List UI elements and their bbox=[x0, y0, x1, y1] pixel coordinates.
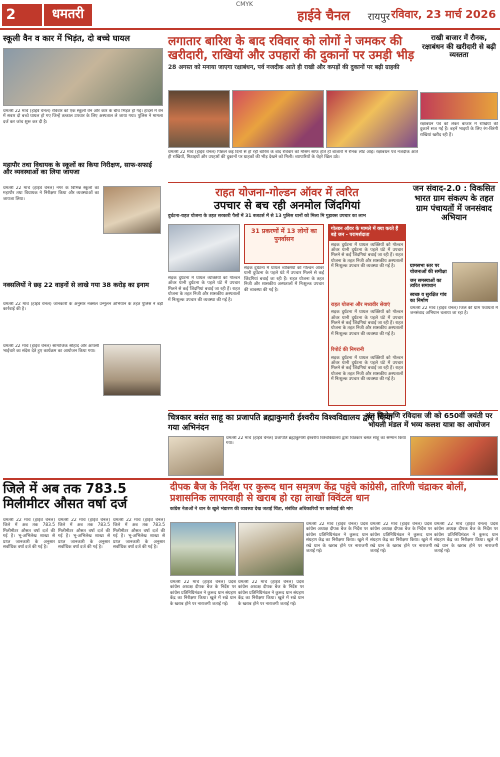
jan-samvad-photo bbox=[452, 262, 498, 302]
bullet-1: ग्रामसभा स्तर पर योजनाओं की समीक्षा bbox=[410, 264, 447, 275]
page-number: 2 bbox=[2, 4, 42, 26]
bottom-story-subline: कांग्रेस नेताओं ने धान के खुले भंडारण की व्यवस्था देख जताई चिंता, संबंधित अधिकारियों पर कार्रवाई की मांग bbox=[170, 506, 353, 512]
bottom-story bbox=[170, 482, 498, 512]
sant-headline: संत शिरोमणि रविदास जी को 650वीं जयंती पर भोयली मंडल में भव्य कलश यात्रा का आयोजन bbox=[365, 411, 493, 429]
case-count-kicker: 31 प्रकरणों में 13 लोगों का पुनर्वासन bbox=[251, 228, 317, 243]
left-subhead: महापौर तथा विधायक के स्कूलों का किया निरीक्षण, साफ-सफाई और व्यवस्थाओं का लिया जायजा bbox=[3, 161, 152, 177]
naxal-body: धमतरी 22 मार्च (हाईवे चैनल) जानकारी के अनुसार नक्सल उन्मूलन अभियान के तहत पुलिस ने बड़ी कार्रवाई की है। bbox=[3, 302, 163, 313]
edition-date: रविवार, 23 मार्च 2026 bbox=[391, 8, 496, 21]
sidebar-body-3: सड़क दुर्घटना में घायल व्यक्तियों को गोल्डन ऑवर यानी दुर्घटना के पहले घंटे में उपचार मिलने से कई जिंदगियां बचाई जा रही हैं। राहत योजना के तहत निजी और शासकीय अस्पतालों में निःशुल्क उपचार की व्यवस्था की गई है। bbox=[331, 355, 403, 383]
golden-hour-headline-2: उपचार से बच रही अनमोल जिंदगियां bbox=[213, 199, 361, 212]
golden-hour-subline: दुर्घटना-राहत योजना के तहत सरकारी पैसों में 31 बजटर्स में से 13 पुलिस थानों को मिला मि गुड़ाक्स उपचार का लाभ bbox=[168, 214, 366, 219]
jan-samvad-bullets bbox=[410, 264, 450, 305]
top-story-subline: 28 अगस्त को मनाया जाएगा रक्षाबंधन, पर्व नजदीक आते ही राखी और कपड़ों की दुकानों पर बढ़ी ग्राहकी bbox=[168, 64, 400, 71]
chitrakar-photo bbox=[168, 436, 224, 476]
edition-city: रायपुर bbox=[367, 12, 390, 23]
bottom-story-body-1: धमतरी 22 मार्च (हाईवे चैनल) प्रदेश कांग्रेस अध्यक्ष दीपक बैज के निर्देश पर कांग्रेस प्रतिनिधिमंडल ने कुरूद धान संग्रहण केंद्र का निरीक्षण किया। खुले में रखे धान के खराब होने पर नाराजगी जताई गई। bbox=[170, 580, 236, 607]
bottom-story-headline: दीपक बैज के निर्देश पर कुरूद धान समृत्रण केंद्र पहुंचे कांग्रेसी, तारिणी चंद्राकर बोलीं, प्रशासनिक लापरवाही से खराब हो रहा लाखों क्विंटल धान bbox=[170, 482, 467, 505]
golden-hour-story bbox=[168, 186, 406, 219]
golden-hour-body-2: सड़क दुर्घटना में घायल व्यक्तियों को गोल्डन ऑवर यानी दुर्घटना के पहले घंटे में उपचार मिलने से कई जिंदगियां बचाई जा रही हैं। राहत योजना के तहत निजी और शासकीय अस्पतालों में निःशुल्क उपचार की व्यवस्था की गई है। bbox=[244, 266, 324, 293]
top-story-body: धमतरी 22 मार्च (हाईवे चैनल) पिछले कई दिनों से हो रही बारिश के बाद रविवार को मौसम साफ होते ही बाजारों में रौनक लौट आई। रक्षाबंधन पर्व नजदीक आते ही राखियों, मिठाइयों और उपहारों की दुकानों पर ग्राहकों की भीड़ देखने को मिली। व्यापारियों के चेहरे खिल उठे। bbox=[168, 150, 418, 161]
left-story-body: धमतरी 22 मार्च (हाईवे चैनल) रविवार को एक स्कूली वैन और कार के बीच भिड़ंत हो गई। हादसे में वैन में सवार दो बच्चे घायल हो गए जिन्हें तत्काल उपचार के लिए अस्पताल ले जाया गया। पुलिस ने मामला दर्ज कर जांच शुरू कर दी है। bbox=[3, 109, 163, 125]
right-top-story bbox=[420, 34, 498, 60]
paddy-centre-photo bbox=[170, 522, 236, 576]
chitrakar-headline: चित्रकार बसंत साहू का प्रजापति ब्रह्माकुमारी ईश्वरीय विश्वविद्यालय द्वारा किया गया अभिनंदन bbox=[168, 413, 393, 432]
accident-photo bbox=[3, 48, 163, 106]
bullet-2: जन समस्याओं का त्वरित समाधान bbox=[410, 278, 442, 290]
muslim-story-body: धमतरी 22 मार्च (हाईवे चैनल) सामाजिक सौहार्द और आपसी भाईचारे का संदेश देते हुए कार्यक्रम का आयोजन किया गया। bbox=[3, 344, 99, 355]
bottom-story-body-3: धमतरी 22 मार्च (हाईवे चैनल) प्रदेश कांग्रेस अध्यक्ष दीपक बैज के निर्देश पर कांग्रेस प्रतिनिधिमंडल ने कुरूद धान संग्रहण केंद्र का निरीक्षण किया। खुले में रखे धान के खराब होने पर नाराजगी जताई गई। bbox=[306, 522, 368, 555]
sidebar-body-2: सड़क दुर्घटना में घायल व्यक्तियों को गोल्डन ऑवर यानी दुर्घटना के पहले घंटे में उपचार मिलने से कई जिंदगियां बचाई जा रही हैं। राहत योजना के तहत निजी और शासकीय अस्पतालों में निःशुल्क उपचार की व्यवस्था की गई है। bbox=[331, 310, 403, 337]
masthead bbox=[0, 0, 500, 30]
bottom-story-body-4: धमतरी 22 मार्च (हाईवे चैनल) प्रदेश कांग्रेस अध्यक्ष दीपक बैज के निर्देश पर कांग्रेस प्रतिनिधिमंडल ने कुरूद धान संग्रहण केंद्र का निरीक्षण किया। खुले में रखे धान के खराब होने पर नाराजगी जताई गई। bbox=[370, 522, 432, 555]
golden-hour-headline-1: राहत योजना-गोल्डन ऑवर में त्वरित bbox=[215, 186, 359, 199]
rainfall-body-3: धमतरी 22 मार्च (हाईवे चैनल) जिले में अब तक 783.5 मिलीमीटर औसत वर्षा दर्ज की गई है। भू-अभिलेख शाखा से प्राप्त जानकारी के अनुसार सर्वाधिक वर्षा दर्ज की गई है। bbox=[113, 518, 165, 551]
jan-samvad-story bbox=[410, 184, 498, 223]
ambulance-photo bbox=[168, 224, 240, 272]
rainfall-body-2: धमतरी 22 मार्च (हाईवे चैनल) जिले में अब तक 783.5 मिलीमीटर औसत वर्षा दर्ज की गई है। भू-अभिलेख शाखा से प्राप्त जानकारी के अनुसार सर्वाधिक वर्षा दर्ज की गई है। bbox=[58, 518, 110, 551]
sidebar-subhead-1: राहत योजना और मध्यवीर सेवाएं bbox=[331, 301, 391, 308]
golden-hour-sidebar bbox=[328, 224, 406, 406]
case-count-box bbox=[244, 224, 324, 264]
sant-story bbox=[360, 412, 498, 429]
right-top-headline: राखी बाजार में रौनक, रक्षाबंधन की खरीदारी से बढ़ी व्यस्तता bbox=[422, 34, 496, 59]
chitrakar-body: धमतरी 22 मार्च (हाईवे चैनल) प्रजापति ब्रह्माकुमारी ईश्वरीय विश्वविद्यालय द्वारा चित्रकार बसंत साहू का सम्मान किया गया। bbox=[226, 436, 406, 447]
rainfall-story bbox=[3, 482, 163, 512]
naxal-headline: नक्सलियों ने छह 22 वाहनों से लाखे गया 38 करोड़ का इनाम bbox=[3, 281, 149, 289]
market-photo-1 bbox=[168, 90, 230, 148]
gathering-photo bbox=[103, 344, 161, 396]
right-top-body: रक्षाबंधन पर्व को लेकर बाजार में राखियों की दुकानें सज गई हैं। बहनें भाइयों के लिए रंग-बिरंगी राखियां खरीद रही हैं। bbox=[420, 122, 498, 138]
congress-team-photo bbox=[238, 522, 304, 576]
bottom-story-body-5: धमतरी 22 मार्च (हाईवे चैनल) प्रदेश कांग्रेस अध्यक्ष दीपक बैज के निर्देश पर कांग्रेस प्रतिनिधिमंडल ने कुरूद धान संग्रहण केंद्र का निरीक्षण किया। खुले में रखे धान के खराब होने पर नाराजगी जताई गई। bbox=[434, 522, 498, 555]
left-column bbox=[3, 34, 163, 474]
bottom-story-body-2: धमतरी 22 मार्च (हाईवे चैनल) प्रदेश कांग्रेस अध्यक्ष दीपक बैज के निर्देश पर कांग्रेस प्रतिनिधिमंडल ने कुरूद धान संग्रहण केंद्र का निरीक्षण किया। खुले में रखे धान के खराब होने पर नाराजगी जताई गई। bbox=[238, 580, 304, 607]
newspaper-logo: हाईवे चैनल bbox=[297, 9, 350, 24]
jan-samvad-body: धमतरी 22 मार्च (हाईवे चैनल) जिले की ग्राम पंचायतों में जनसंवाद अभियान चलाया जा रहा है। bbox=[410, 306, 498, 317]
left-subhead-body: धमतरी 22 मार्च (हाईवे चैनल) नगर के विभिन्न स्कूलों का महापौर तथा विधायक ने निरीक्षण किया और व्यवस्थाओं का जायजा लिया। bbox=[3, 186, 99, 202]
rakhi-stall-photo bbox=[232, 90, 324, 148]
top-story-headline: लगातार बारिश के बाद रविवार को लोगों ने जमकर की खरीदारी, राखियों और उपहारों की दुकानों पर उमड़ी भीड़ bbox=[168, 34, 415, 62]
bullet-3: स्वच्छ व सुरक्षित गांव का निर्माण bbox=[410, 293, 447, 304]
sidebar-title: गोल्डन ऑवर के मामले में क्या करते हैं बड़े जन - परामर्शदाता bbox=[329, 225, 405, 241]
rainfall-body-1: धमतरी 22 मार्च (हाईवे चैनल) जिले में अब तक 783.5 मिलीमीटर औसत वर्षा दर्ज की गई है। भू-अभिलेख शाखा से प्राप्त जानकारी के अनुसार सर्वाधिक वर्षा दर्ज की गई है। bbox=[3, 518, 55, 551]
gift-shop-photo bbox=[326, 90, 418, 148]
jan-samvad-headline: जन संवाद-2.0 : विकसित भारत ग्राम संकल्प के तहत ग्राम पंचायतों में जनसंवाद अभियान bbox=[412, 183, 496, 223]
rainfall-headline: जिले में अब तक 783.5 मिलीमीटर औसत वर्षा दर्ज bbox=[3, 482, 128, 512]
sidebar-body-1: सड़क दुर्घटना में घायल व्यक्तियों को गोल्डन ऑवर यानी दुर्घटना के पहले घंटे में उपचार मिलने से कई जिंदगियां बचाई जा रही हैं। राहत योजना के तहत निजी और शासकीय अस्पतालों में निःशुल्क उपचार की व्यवस्था की गई है। bbox=[331, 242, 403, 270]
cmyk-mark: CMYK bbox=[236, 1, 253, 8]
rakhi-display-photo bbox=[420, 92, 498, 120]
divider-4 bbox=[3, 478, 498, 480]
inspection-photo bbox=[103, 186, 161, 234]
left-story-headline: स्कूली वैन व कार में भिड़ंत, दो बच्चे घायल bbox=[3, 33, 130, 43]
golden-hour-body-1: सड़क दुर्घटना में घायल व्यक्तियों को गोल्डन ऑवर यानी दुर्घटना के पहले घंटे में उपचार मिलने से कई जिंदगियां बचाई जा रही हैं। राहत योजना के तहत निजी और शासकीय अस्पतालों में निःशुल्क उपचार की व्यवस्था की गई है। bbox=[168, 276, 240, 303]
kalash-yatra-photo bbox=[410, 436, 498, 476]
section-name: धमतरी bbox=[44, 4, 92, 26]
sidebar-subhead-2: रिपोर्ट की निगरानी bbox=[331, 347, 364, 354]
